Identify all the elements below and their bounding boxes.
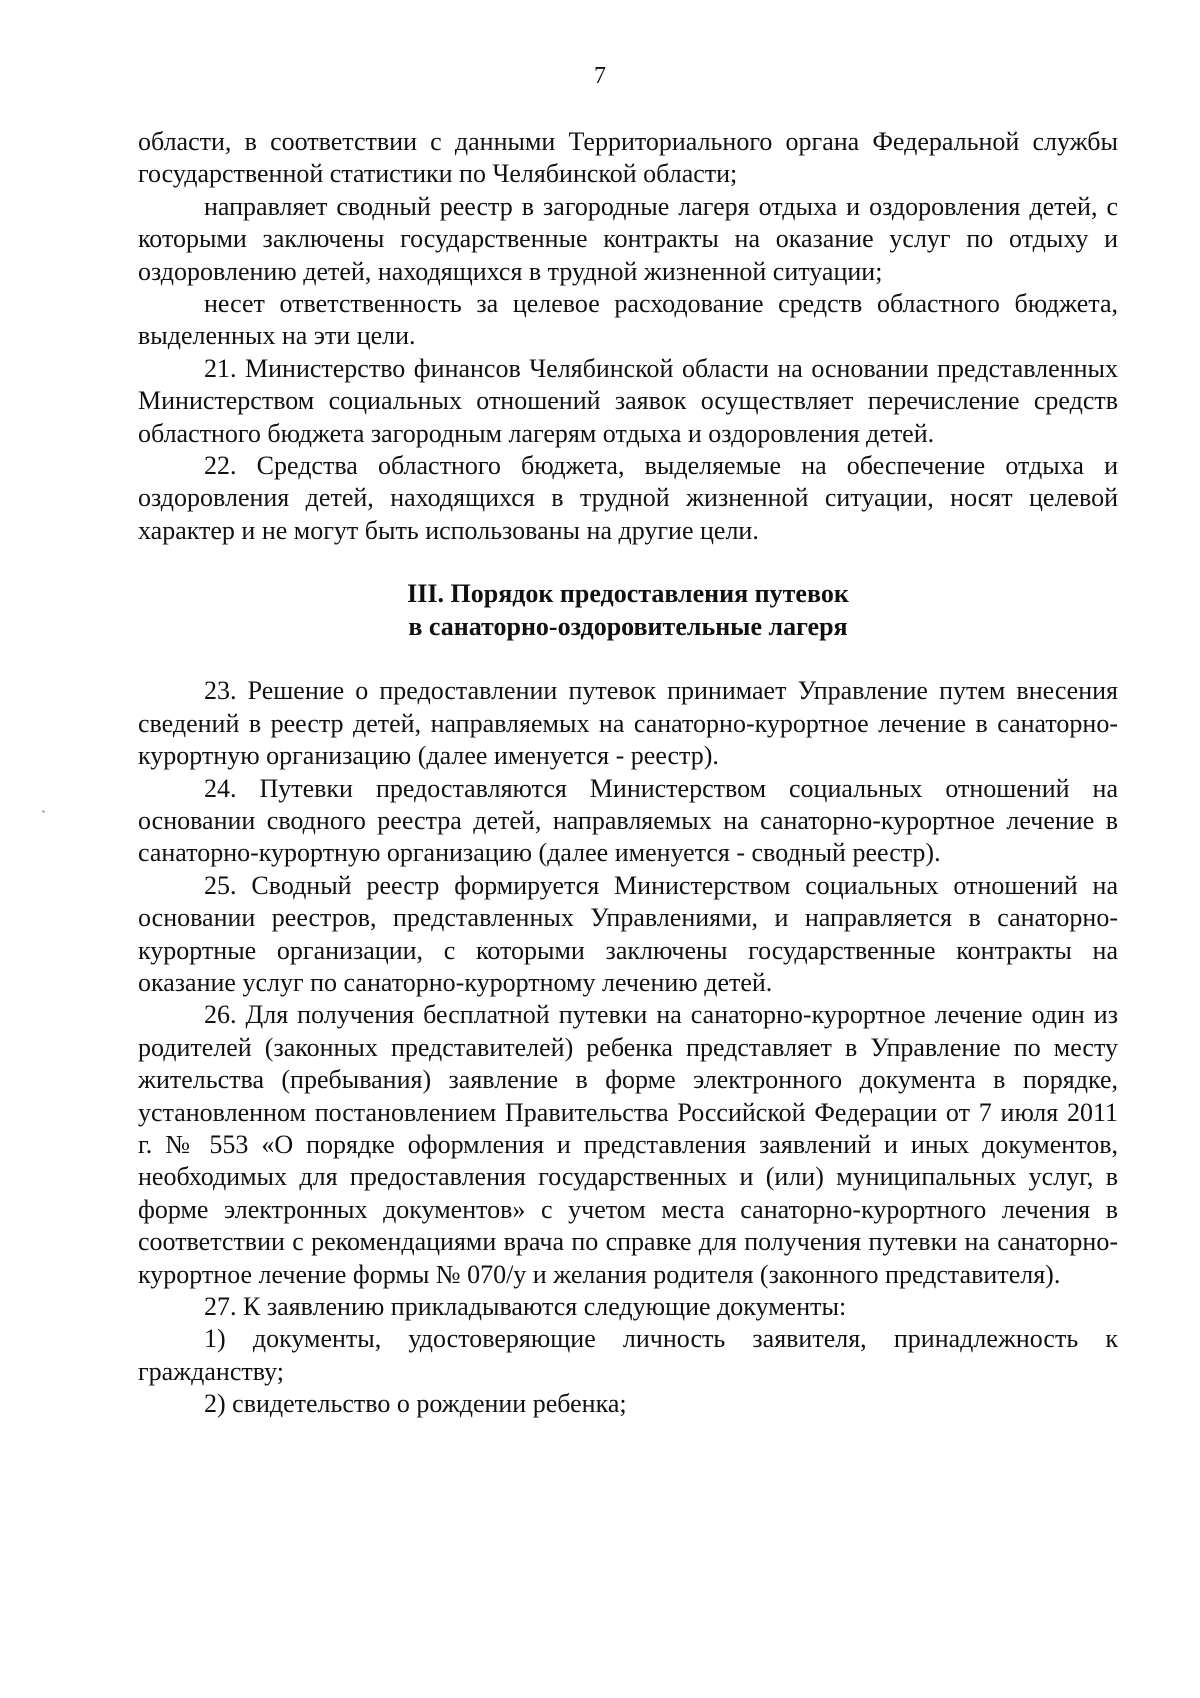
paragraph-item-21: 21. Министерство финансов Челябинской области на основании представленных Министерством социальных отношений заявок осуществляет перечисление средств областного бюджета загородным лагерям отдыха и оздоровления детей.: [138, 353, 1118, 448]
section-heading-line-2: в санаторно-оздоровительные лагеря: [408, 612, 848, 642]
paragraph-continuation: области, в соответствии с данными Территориального органа Федеральной службы государственной статистики по Челябинской области;: [138, 127, 1118, 189]
section-heading: [138, 577, 1118, 643]
list-item-1: 1) документы, удостоверяющие личность заявителя, принадлежность к гражданству;: [138, 1324, 1118, 1386]
paragraph-item-24: 24. Путевки предоставляются Министерством социальных отношений на основании сводного реестра детей, направляемых на санаторно-курортное лечение в санаторно-курортную организацию (далее именуется - сводный реестр).: [138, 773, 1118, 868]
paragraph-item-25: 25. Сводный реестр формируется Министерством социальных отношений на основании реестров, представленных Управлениями, и направляется в санаторно-курортные организации, с которыми заключены государственные контракты на оказание услуг по санаторно-курортному лечению детей.: [138, 870, 1118, 997]
paragraph-item-26: 26. Для получения бесплатной путевки на санаторно-курортное лечение один из родителей (законных представителей) ребенка представляет в Управление по месту жительства (пребывания) заявление в форме электронного документа в порядке, установленном постановлением Правительства Российской Федерации от 7 июля 2011 г. № 553 «О порядке оформления и представления заявлений и иных документов, необходимых для предоставления государственных и (или) муниципальных услуг, в форме электронных документов» с учетом места санаторно-курортного лечения в соответствии с рекомендациями врача по справке для получения путевки на санаторно-курортное лечение формы № 070/у и желания родителя (законного представителя).: [138, 1000, 1118, 1289]
paragraph-item-22: 22. Средства областного бюджета, выделяемые на обеспечение отдыха и оздоровления детей, находящихся в трудной жизненной ситуации, носят целевой характер и не могут быть использованы на другие цели.: [138, 451, 1118, 545]
scan-speck: [42, 810, 45, 813]
document-body: [138, 126, 1118, 1421]
paragraph-item-23: 23. Решение о предоставлении путевок принимает Управление путем внесения сведений в реестр детей, направляемых на санаторно-курортное лечение в санаторно-курортную организацию (далее именуется - реестр).: [138, 676, 1118, 771]
page-number: 7: [594, 63, 606, 89]
list-item-2: 2) свидетельство о рождении ребенка;: [204, 1389, 627, 1419]
paragraph: несет ответственность за целевое расходование средств областного бюджета, выделенных на эти цели.: [138, 289, 1118, 351]
section-heading-line-1: III. Порядок предоставления путевок: [407, 579, 849, 609]
paragraph-item-27: 27. К заявлению прикладываются следующие документы:: [204, 1292, 847, 1321]
paragraph: направляет сводный реестр в загородные лагеря отдыха и оздоровления детей, с которыми заключены государственные контракты на оказание услуг по отдыху и оздоровлению детей, находящихся в трудной жизненной ситуации;: [138, 191, 1118, 286]
